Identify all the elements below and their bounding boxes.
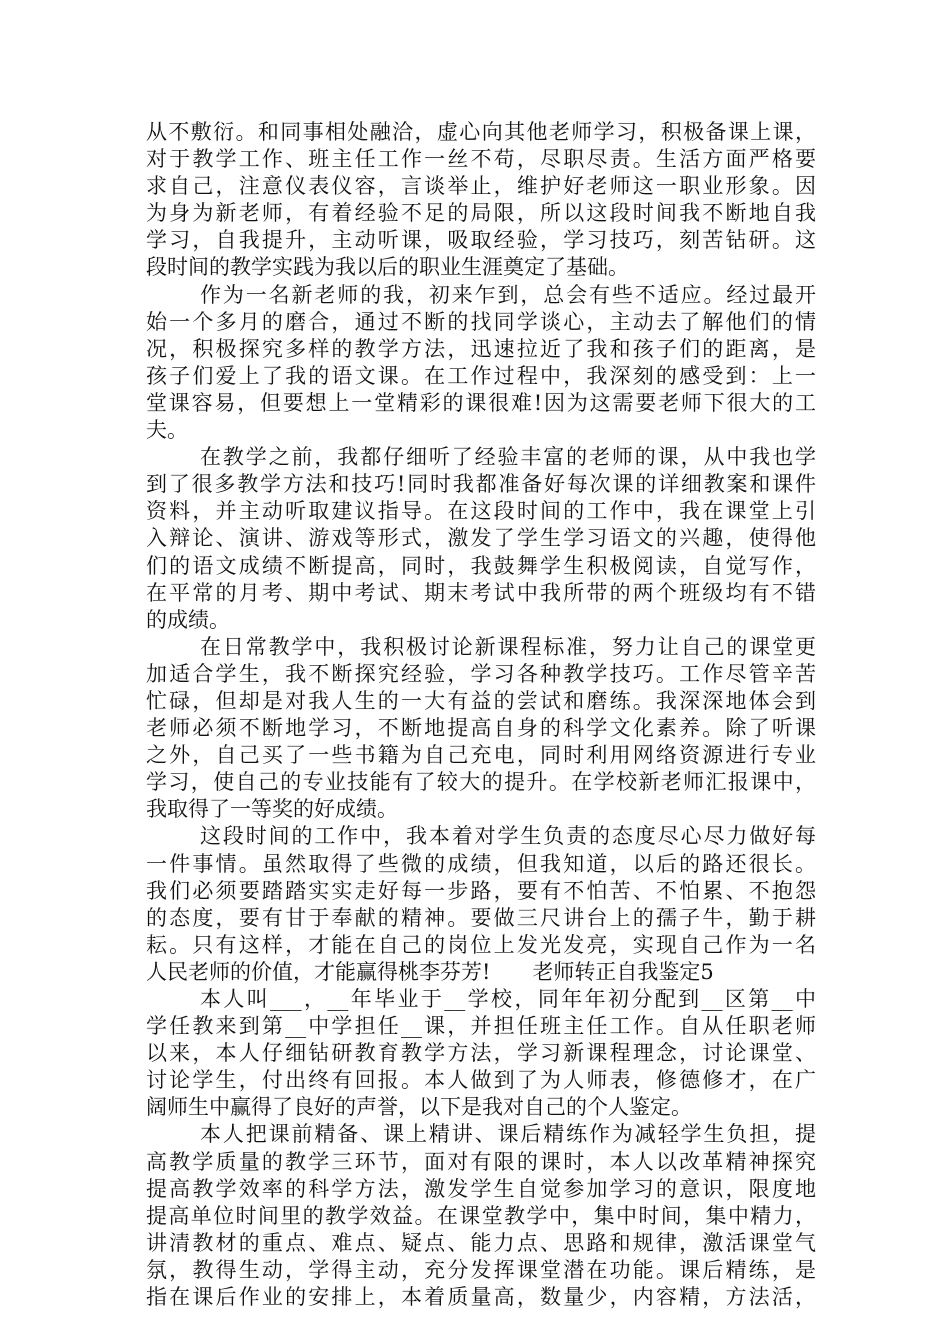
text-line: 提高教学效率的科学方法，激发学生自觉参加学习的意识，限度地 <box>146 1176 816 1201</box>
text-line: 氛，教得生动，学得主动，充分发挥课堂潜在功能。课后精练，是 <box>146 1257 816 1282</box>
text-line: 以来，本人仔细钻研教育教学方法，学习新课程理念，讨论课堂、 <box>146 1041 816 1066</box>
text-line: 段时间的教学实践为我以后的职业生涯奠定了基础。 <box>146 255 629 280</box>
text-line: 的态度，要有甘于奉献的精神。要做三尺讲台上的孺子牛，勤于耕 <box>146 905 816 930</box>
text-line: 夫。 <box>146 418 188 443</box>
text-line: 作为一名新老师的我，初来乍到，总会有些不适应。经过最开 <box>200 282 816 307</box>
text-line: 们的语文成绩不断提高，同时，我鼓舞学生积极阅读，自觉写作， <box>146 553 816 578</box>
text-line: 孩子们爱上了我的语文课。在工作过程中，我深刻的感受到：上一 <box>146 363 816 388</box>
text-line: 的成绩。 <box>146 607 230 632</box>
text-line: 学习，使自己的专业技能有了较大的提升。在学校新老师汇报课中， <box>146 770 816 795</box>
text-line: 人民老师的价值，才能赢得桃李芬芳! 老师转正自我鉴定5 <box>146 959 714 984</box>
text-line: 从不敷衍。和同事相处融洽，虚心向其他老师学习，积极备课上课， <box>146 120 816 144</box>
text-line: 讲清教材的重点、难点、疑点、能力点、思路和规律，激活课堂气 <box>146 1230 816 1255</box>
text-line: 讨论学生，付出终有回报。本人做到了为人师表，修德修才，在广 <box>146 1068 816 1093</box>
text-line: 本人把课前精备、课上精讲、课后精练作为减轻学生负担，提 <box>200 1122 816 1147</box>
text-line: 在日常教学中，我积极讨论新课程标准，努力让自己的课堂更 <box>200 634 816 659</box>
text-line: 始一个多月的磨合，通过不断的找同学谈心，主动去了解他们的情 <box>146 309 816 334</box>
text-line: 况，积极探究多样的教学方法，迅速拉近了我和孩子们的距离，是 <box>146 336 816 361</box>
text-line: 指在课后作业的安排上，本着质量高，数量少，内容精，方法活， <box>146 1285 816 1310</box>
text-line: 为身为新老师，有着经验不足的局限，所以这段时间我不断地自我 <box>146 201 816 226</box>
text-line: 这段时间的工作中，我本着对学生负责的态度尽心尽力做好每 <box>200 824 816 849</box>
text-line: 堂课容易，但要想上一堂精彩的课很难!因为这需要老师下很大的工 <box>146 390 816 415</box>
text-line: 我们必须要踏踏实实走好每一步路，要有不怕苦、不怕累、不抱怨 <box>146 878 816 903</box>
text-line: 到了很多教学方法和技巧!同时我都准备好每次课的详细教案和课件 <box>146 472 816 497</box>
text-line: 老师必须不断地学习，不断地提高自身的科学文化素养。除了听课 <box>146 716 816 741</box>
text-line: 之外，自己买了一些书籍为自己充电，同时利用网络资源进行专业 <box>146 743 816 768</box>
document-body <box>146 119 816 1311</box>
text-line: 耘。只有这样，才能在自己的岗位上发光发亮，实现自己作为一名 <box>146 932 816 957</box>
text-line: 加适合学生，我不断探究经验，学习各种教学技巧。工作尽管辛苦 <box>146 661 816 686</box>
text-line: 高教学质量的教学三环节，面对有限的课时，本人以改革精神探究 <box>146 1149 816 1174</box>
text-line: 学习，自我提升，主动听课，吸取经验，学习技巧，刻苦钻研。这 <box>146 228 816 253</box>
text-line: 求自己，注意仪表仪容，言谈举止，维护好老师这一职业形象。因 <box>146 174 816 199</box>
text-line: 我取得了一等奖的好成绩。 <box>146 797 398 822</box>
text-line: 在平常的月考、期中考试、期末考试中我所带的两个班级均有不错 <box>146 580 816 605</box>
text-line: 在教学之前，我都仔细听了经验丰富的老师的课，从中我也学 <box>200 445 816 470</box>
text-line: 资料，并主动听取建议指导。在这段时间的工作中，我在课堂上引 <box>146 499 816 524</box>
text-line: 学任教来到第__中学担任__课，并担任班主任工作。自从任职老师 <box>146 1014 816 1039</box>
text-line: 忙碌，但却是对我人生的一大有益的尝试和磨练。我深深地体会到 <box>146 688 816 713</box>
text-line: 阔师生中赢得了良好的声誉，以下是我对自己的个人鉴定。 <box>146 1095 692 1120</box>
text-line: 提高单位时间里的教学效益。在课堂教学中，集中时间，集中精力， <box>146 1203 816 1228</box>
text-line: 入辩论、演讲、游戏等形式，激发了学生学习语文的兴趣，使得他 <box>146 526 816 551</box>
text-line: 本人叫___，__年毕业于__学校，同年年初分配到__区第__中 <box>200 987 816 1011</box>
text-line: 对于教学工作、班主任工作一丝不苟，尽职尽责。生活方面严格要 <box>146 147 816 172</box>
text-line: 一件事情。虽然取得了些微的成绩，但我知道，以后的路还很长。 <box>146 851 816 876</box>
